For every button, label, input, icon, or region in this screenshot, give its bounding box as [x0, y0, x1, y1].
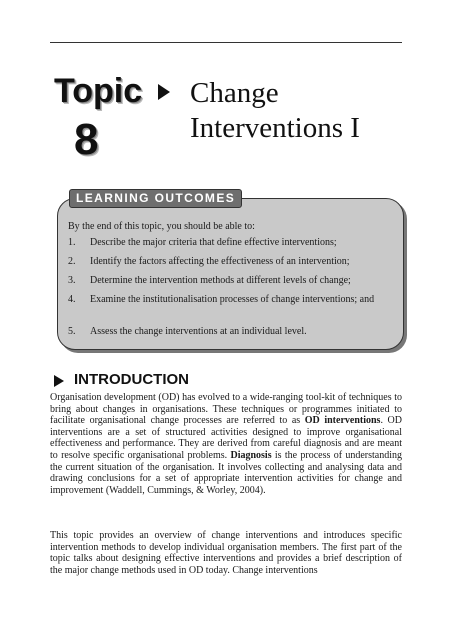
term-diagnosis: Diagnosis — [230, 449, 272, 461]
section-heading: INTRODUCTION — [74, 371, 189, 388]
learning-outcomes-intro: By the end of this topic, you should be able to: — [68, 221, 255, 232]
list-item-number: 2. — [68, 256, 76, 267]
list-item-text: Examine the institutionalisation processes of change interventions; and — [90, 294, 375, 305]
top-rule — [50, 42, 402, 43]
arrow-right-icon — [158, 84, 170, 100]
list-item-text: Identify the factors affecting the effectiveness of an intervention; — [90, 256, 350, 267]
topic-title-line2: Interventions I — [190, 112, 360, 144]
learning-outcomes-heading: LEARNING OUTCOMES — [69, 189, 242, 208]
list-item-number: 4. — [68, 294, 76, 305]
intro-paragraph-1 — [50, 392, 402, 496]
list-item-number: 3. — [68, 275, 76, 286]
intro-paragraph-2: This topic provides an overview of change interventions and introduces specific intervention methods to develop individual organisation members. The first part of the topic talks about designing effective interventions and provides a brief description of the major change methods used in OD today. Change interventions — [50, 530, 402, 576]
topic-number: 8 — [74, 115, 99, 164]
paragraph-text: is the process of understanding the current situation of the organisation. It involves collecting and analysing data and drawing conclusions for a set of appropriate intervention activities for change and improvement (Waddell, Cummings, & Worley, 2004). — [50, 449, 402, 496]
list-item-text: Assess the change interventions at an individual level. — [90, 326, 307, 337]
list-item-text: Describe the major criteria that define effective interventions; — [90, 237, 337, 248]
term-od-interventions: OD interventions — [304, 415, 381, 427]
paragraph-text: Organisation development (OD) has evolved to a wide-ranging tool-kit of techniques to bring about changes in organisations. These techniques or programmes initiated to facilitate organisational change processes are referred to as — [50, 392, 402, 427]
paragraph-text: . OD interventions are a set of structured activities designed to improve organisational effectiveness and performance. They are derived from careful diagnosis and are meant to resolve specific organisational problems. — [50, 415, 402, 461]
topic-title — [190, 76, 410, 146]
topic-label: Topic — [54, 72, 143, 110]
list-item-number: 5. — [68, 326, 76, 337]
list-item-number: 1. — [68, 237, 76, 248]
arrow-right-icon — [54, 375, 64, 387]
topic-title-line1: Change — [190, 77, 279, 109]
list-item-text: Determine the intervention methods at different levels of change; — [90, 275, 351, 286]
